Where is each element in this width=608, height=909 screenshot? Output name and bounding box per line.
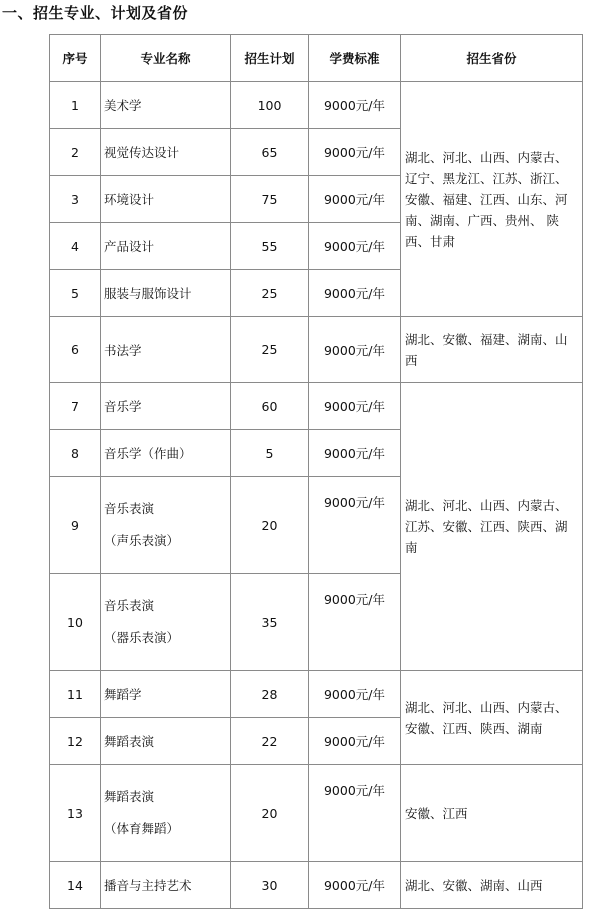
row-major bbox=[101, 765, 231, 862]
row-fee: 9000元/年 bbox=[309, 574, 401, 671]
provinces-group-1: 湖北、河北、山西、内蒙古、辽宁、黑龙江、江苏、浙江、安徽、福建、江西、山东、河南、湖南、广西、贵州、 陕西、甘肃 bbox=[401, 82, 583, 317]
row-major: 音乐学 bbox=[101, 383, 231, 430]
row-plan: 30 bbox=[231, 862, 309, 909]
row-no: 1 bbox=[50, 82, 101, 129]
row-major-line1: 音乐表演 bbox=[104, 598, 155, 613]
row-major-line2: （体育舞蹈） bbox=[104, 821, 180, 836]
row-major: 视觉传达设计 bbox=[101, 129, 231, 176]
header-provinces: 招生省份 bbox=[401, 35, 583, 82]
row-no: 13 bbox=[50, 765, 101, 862]
row-no: 9 bbox=[50, 477, 101, 574]
row-major: 播音与主持艺术 bbox=[101, 862, 231, 909]
row-plan: 55 bbox=[231, 223, 309, 270]
header-no: 序号 bbox=[50, 35, 101, 82]
row-no: 2 bbox=[50, 129, 101, 176]
row-major: 书法学 bbox=[101, 317, 231, 383]
table-row bbox=[50, 671, 583, 718]
row-plan: 65 bbox=[231, 129, 309, 176]
row-no: 5 bbox=[50, 270, 101, 317]
row-fee: 9000元/年 bbox=[309, 223, 401, 270]
row-fee: 9000元/年 bbox=[309, 718, 401, 765]
row-fee: 9000元/年 bbox=[309, 765, 401, 862]
table-row bbox=[50, 383, 583, 430]
row-no: 7 bbox=[50, 383, 101, 430]
row-plan: 5 bbox=[231, 430, 309, 477]
row-major: 服装与服饰设计 bbox=[101, 270, 231, 317]
row-no: 14 bbox=[50, 862, 101, 909]
table-row bbox=[50, 862, 583, 909]
row-plan: 100 bbox=[231, 82, 309, 129]
table-row bbox=[50, 317, 583, 383]
row-no: 12 bbox=[50, 718, 101, 765]
table-row bbox=[50, 765, 583, 862]
row-major bbox=[101, 574, 231, 671]
header-fee: 学费标准 bbox=[309, 35, 401, 82]
row-major-line2: （器乐表演） bbox=[104, 630, 180, 645]
row-major: 美术学 bbox=[101, 82, 231, 129]
row-plan: 25 bbox=[231, 270, 309, 317]
header-major: 专业名称 bbox=[101, 35, 231, 82]
row-plan: 28 bbox=[231, 671, 309, 718]
row-no: 11 bbox=[50, 671, 101, 718]
section-heading: 一、招生专业、计划及省份 bbox=[2, 4, 189, 22]
row-plan: 22 bbox=[231, 718, 309, 765]
row-major: 舞蹈学 bbox=[101, 671, 231, 718]
row-no: 4 bbox=[50, 223, 101, 270]
row-fee: 9000元/年 bbox=[309, 671, 401, 718]
row-no: 10 bbox=[50, 574, 101, 671]
provinces-group-3: 湖北、河北、山西、内蒙古、江苏、安徽、江西、陕西、湖南 bbox=[401, 383, 583, 671]
provinces-group-5: 安徽、江西 bbox=[401, 765, 583, 862]
row-major: 音乐学（作曲） bbox=[101, 430, 231, 477]
row-major-line2: （声乐表演） bbox=[104, 533, 180, 548]
row-plan: 75 bbox=[231, 176, 309, 223]
provinces-group-2: 湖北、安徽、福建、湖南、山西 bbox=[401, 317, 583, 383]
row-no: 3 bbox=[50, 176, 101, 223]
provinces-group-6: 湖北、安徽、湖南、山西 bbox=[401, 862, 583, 909]
row-fee: 9000元/年 bbox=[309, 176, 401, 223]
row-fee: 9000元/年 bbox=[309, 862, 401, 909]
row-no: 6 bbox=[50, 317, 101, 383]
row-plan: 20 bbox=[231, 765, 309, 862]
header-row bbox=[50, 35, 583, 82]
row-major: 舞蹈表演 bbox=[101, 718, 231, 765]
row-fee: 9000元/年 bbox=[309, 430, 401, 477]
row-no: 8 bbox=[50, 430, 101, 477]
row-major: 产品设计 bbox=[101, 223, 231, 270]
row-fee: 9000元/年 bbox=[309, 383, 401, 430]
provinces-group-4: 湖北、河北、山西、内蒙古、安徽、江西、陕西、湖南 bbox=[401, 671, 583, 765]
enrollment-table bbox=[49, 34, 583, 909]
row-fee: 9000元/年 bbox=[309, 82, 401, 129]
row-major-line1: 舞蹈表演 bbox=[104, 789, 155, 804]
row-fee: 9000元/年 bbox=[309, 477, 401, 574]
row-plan: 20 bbox=[231, 477, 309, 574]
row-plan: 25 bbox=[231, 317, 309, 383]
row-plan: 60 bbox=[231, 383, 309, 430]
header-plan: 招生计划 bbox=[231, 35, 309, 82]
row-major-line1: 音乐表演 bbox=[104, 501, 155, 516]
row-fee: 9000元/年 bbox=[309, 317, 401, 383]
row-fee: 9000元/年 bbox=[309, 129, 401, 176]
row-plan: 35 bbox=[231, 574, 309, 671]
row-fee: 9000元/年 bbox=[309, 270, 401, 317]
row-major: 环境设计 bbox=[101, 176, 231, 223]
row-major bbox=[101, 477, 231, 574]
table-row bbox=[50, 82, 583, 129]
